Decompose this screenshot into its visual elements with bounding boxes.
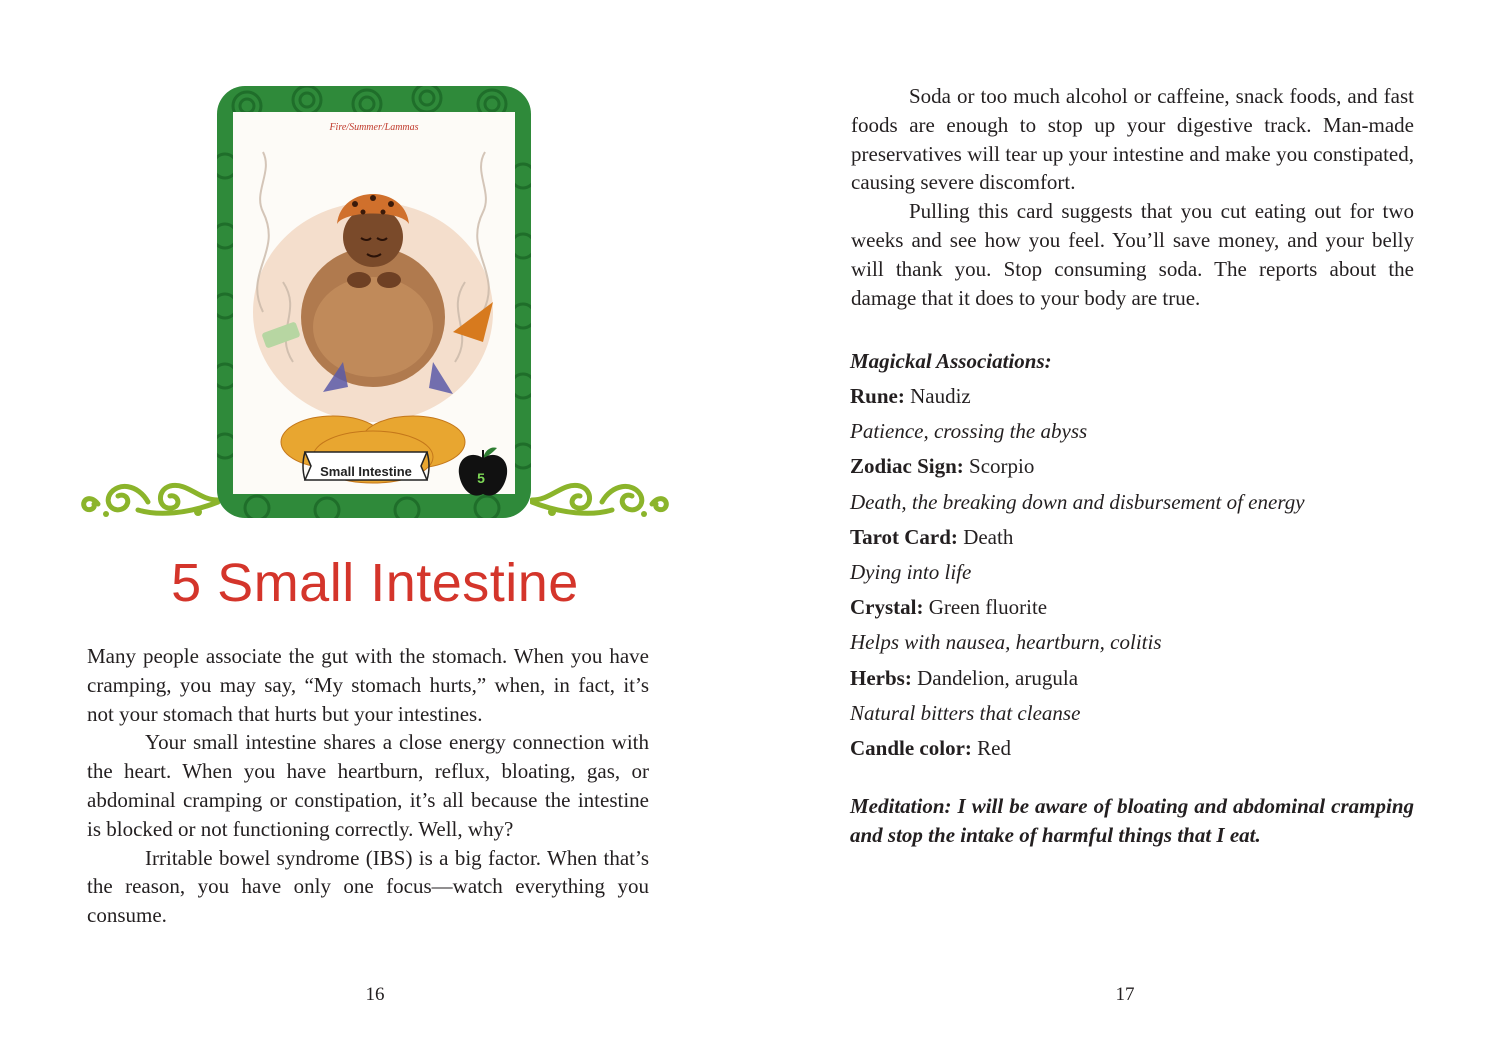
paragraph: Irritable bowel syndrome (IBS) is a big factor. When that’s the reason, you have only one focus—watch everything you consume. (87, 845, 649, 928)
right-body-text (851, 82, 1414, 312)
right-page (750, 0, 1500, 1038)
magickal-associations (850, 346, 1420, 768)
association-value: Green fluorite (928, 595, 1048, 620)
meditation-text: Meditation: I will be aware of bloating and abdominal cramping and stop the intake of harmful things that I eat. (850, 794, 1414, 847)
association-row (850, 663, 1420, 698)
card-element-label: Fire/Summer/Lammas (329, 122, 419, 133)
paragraph: Many people associate the gut with the stomach. When you have cramping, you may say, “My stomach hurts,” when, in fact, it’s not your stomach that hurts but your intestines. (87, 644, 649, 726)
association-row (850, 381, 1420, 416)
association-row (850, 451, 1420, 486)
card-name-label: Small Intestine (320, 464, 412, 479)
association-key: Herbs: (850, 665, 912, 690)
right-flourish-ornament (530, 472, 672, 522)
oracle-card (217, 86, 531, 518)
association-note: Death, the breaking down and disbursement of energy (850, 489, 1305, 514)
association-value: Scorpio (969, 454, 1035, 479)
association-key: Zodiac Sign: (850, 454, 964, 479)
association-value: Red (977, 735, 1011, 760)
association-note: Patience, crossing the abyss (850, 419, 1088, 444)
left-body-text (87, 642, 649, 930)
association-row (850, 522, 1420, 557)
association-note: Natural bitters that cleanse (850, 700, 1081, 725)
paragraph: Pulling this card suggests that you cut eating out for two weeks and see how you feel. You’ll save money, and your belly will thank you. Stop consuming soda. The reports about the damage that it does to your body are true. (851, 199, 1414, 310)
association-row (850, 592, 1420, 627)
associations-heading: Magickal Associations: (850, 349, 1052, 373)
card-illustration-panel (233, 112, 515, 494)
paragraph: Soda or too much alcohol or caffeine, snack foods, and fast foods are enough to stop up your digestive track. Man-made preservatives will tear up your intestine and make you constipated, causing severe discomfort. (851, 84, 1414, 195)
card-illustration (233, 112, 515, 494)
association-value: Death (963, 524, 1014, 549)
association-key: Candle color: (850, 735, 972, 760)
association-key: Crystal: (850, 595, 924, 620)
page-number-right: 17 (1115, 984, 1135, 1005)
association-note: Dying into life (850, 559, 972, 584)
association-row (850, 733, 1420, 768)
page-number-left: 16 (365, 984, 385, 1005)
card-number: 5 (477, 470, 485, 486)
association-key: Tarot Card: (850, 524, 958, 549)
chapter-title: 5 Small Intestine (171, 553, 579, 613)
association-value: Naudiz (910, 384, 971, 408)
left-flourish-ornament (78, 472, 220, 522)
association-value: Dandelion, arugula (917, 665, 1079, 690)
paragraph: Your small intestine shares a close energy connection with the heart. When you have heartburn, reflux, bloating, gas, or abdominal cramping or constipation, it’s all because the intestine is blocked or not functioning correctly. Well, why? (87, 730, 649, 841)
association-note: Helps with nausea, heartburn, colitis (850, 630, 1162, 655)
association-key: Rune: (850, 384, 905, 408)
